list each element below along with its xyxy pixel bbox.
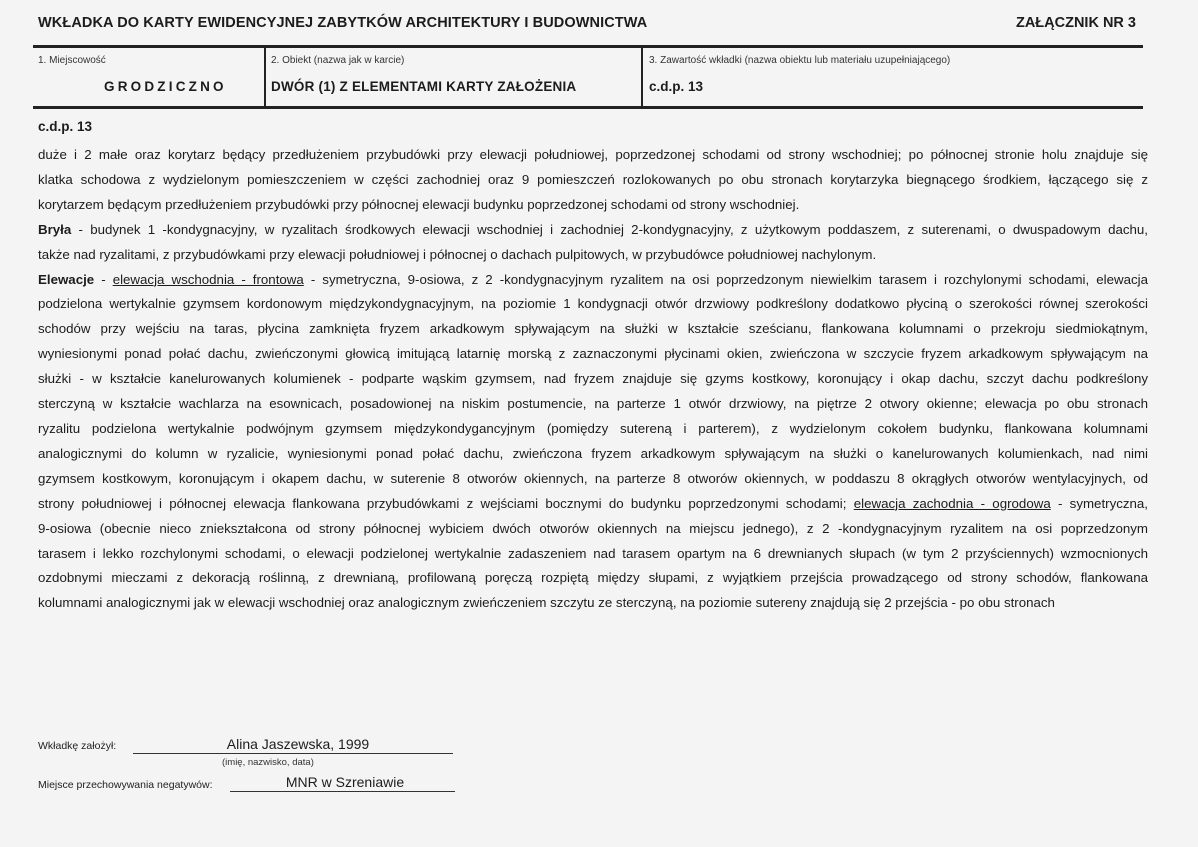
description-body bbox=[38, 143, 1148, 616]
body-line: także nad ryzalitami, z przybudówkami przy elewacji południowej i północnej o dachach pulpitowych, w przybudówce południowej nachylonym. bbox=[38, 246, 877, 262]
header-rule-top bbox=[33, 45, 1143, 48]
body-line: ozdobnymi mieczami z dekoracją roślinną, z drewnianą, profilowaną poręczą rozpiętą między słupami, z wyjątkiem przejścia prowadzącego od strony schodów, flankowana bbox=[38, 570, 1148, 586]
section-reference: c.d.p. 13 bbox=[38, 119, 93, 134]
body-line: klatka schodowa z wydzielonym pomieszczeniem w części zachodniej oraz 9 pomieszczeń rozlokowanych po obu stronach korytarzyka biegnącego środkiem, łączącego się z bbox=[38, 171, 1148, 187]
body-line: korytarzem będącym przedłużeniem przybudówki przy północnej elewacji budynku poprzedzonej schodami od strony wschodniej. bbox=[38, 196, 800, 212]
storage-value: MNR w Szreniawie bbox=[285, 774, 405, 790]
body-line: tarasem i lekko rozchylonymi schodami, o elewacji podzielonej wertykalnie zadaszeniem nad tarasem opartym na 6 drewnianych słupach (w tym 2 przyściennych) wzmocnionych bbox=[38, 545, 1148, 561]
body-line: analogicznymi do kolumn w ryzalicie, wyniesionymi ponad połać dachu, zwieńczona fryzem arkadkowym spływającym na służki o kanelurowanych kolumienkach, nad nimi bbox=[38, 445, 1148, 461]
document-title: WKŁADKA DO KARTY EWIDENCYJNEJ ZABYTKÓW ARCHITEKTURY I BUDOWNICTWA bbox=[38, 15, 648, 31]
storage-label: Miejsce przechowywania negatywów: bbox=[38, 779, 213, 791]
locality-value: GRODZICZNO bbox=[104, 79, 227, 94]
author-label: Wkładkę założył: bbox=[38, 740, 117, 752]
west-elevation-heading: elewacja zachodnia - ogrodowa bbox=[853, 495, 1051, 511]
field-divider-2 bbox=[641, 48, 643, 106]
object-label: 2. Obiekt (nazwa jak w karcie) bbox=[271, 55, 405, 66]
author-hint: (imię, nazwisko, data) bbox=[222, 757, 314, 768]
header-rule-bottom bbox=[33, 106, 1143, 109]
object-value: DWÓR (1) Z ELEMENTAMI KARTY ZAŁOŻENIA bbox=[271, 79, 577, 94]
bryla-text: - budynek 1 -kondygnacyjny, w ryzalitach środkowych elewacji wschodniej i zachodniej 2-kondygnacyjny, z użytkowym poddaszem, z suterenami, o dwuspadowym dachu, bbox=[71, 221, 1148, 237]
author-underline bbox=[133, 753, 453, 754]
body-line: Elewacje - elewacja wschodnia - frontowa - symetryczna, 9-osiowa, z 2 -kondygnacyjnym ryzalitem na osi poprzedzonym niewielkim tarasem i rozchylonymi schodami, elewacja bbox=[38, 271, 1148, 287]
body-line: 9-osiowa (obecnie nieco zniekształcona od strony północnej wybiciem dwóch otworów okiennych na miejscu jednego), z 2 -kondygnacyjnym ryzalitem na osi poprzedzonym bbox=[38, 520, 1148, 536]
body-line: duże i 2 małe oraz korytarz będący przedłużeniem przybudówki przy elewacji południowej, poprzedzonej schodami od strony wschodniej; po północnej stronie holu znajduje się bbox=[38, 147, 1148, 162]
body-line: kolumnami analogicznymi jak w elewacji wschodniej oraz analogicznym zwieńczeniem szczytu ze sterczyną, na poziomie sutereny znajdują się 2 przejścia - po obu stronach bbox=[38, 595, 1055, 611]
body-line: strony południowej i północnej elewacja flankowana przybudówkami z wejściami bocznymi do budynku poprzedzonymi schodami; elewacja zachodnia - ogrodowa - symetryczna, bbox=[38, 495, 1148, 511]
field-divider-1 bbox=[264, 48, 266, 106]
body-line: ryzalitu podzielona wertykalnie podwójnym gzymsem międzykondygancyjnym (pomiędzy sutereną i parterem), z wydzielonym cokołem budynku, flankowana kolumnami bbox=[38, 420, 1148, 436]
body-line: schodów przy wejściu na taras, płycina zamknięta fryzem arkadkowym spływającym na służki w kształcie sześcianu, flankowana kolumnami o przekroju siedmiokątnym, bbox=[38, 321, 1148, 337]
annex-number: ZAŁĄCZNIK NR 3 bbox=[1015, 15, 1136, 31]
body-line bbox=[38, 218, 1148, 243]
body-line: sterczyną w kształcie wachlarza na esownicach, posadowionej na niskim postumencie, na parterze 1 otwór drzwiowy, na piętrze 2 otwory okienne; elewacja po obu stronach bbox=[38, 396, 1148, 412]
body-line: wyniesionymi ponad połać dachu, zwieńczonymi głowicą imitującą latarnię morską z zaznaczonymi płycinami okien, zwieńczona w szczycie fryzem arkadkowym spływającym na bbox=[38, 346, 1148, 362]
body-line: służki - w kształcie kanelurowanych kolumienek - podparte wąskim gzymsem, nad fryzem znajduje się gzyms kostkowy, koronujący i okap dachu, szczyt dachu podkreślony bbox=[38, 371, 1148, 387]
storage-underline bbox=[230, 791, 455, 792]
elewacje-heading: Elewacje bbox=[38, 271, 95, 287]
author-value: Alina Jaszewska, 1999 bbox=[226, 736, 370, 752]
body-line: podzielona wertykalnie gzymsem kordonowym międzykondygnacyjnym, na poziomie 1 kondygnacji otwór drzwiowy podkreślony dodatkowo płyciną o szerokości równej szerokości bbox=[38, 296, 1148, 312]
content-label: 3. Zawartość wkładki (nazwa obiektu lub materiału uzupełniającego) bbox=[649, 55, 951, 66]
content-value: c.d.p. 13 bbox=[649, 79, 704, 94]
body-line: gzymsem kostkowym, koronującym i okapem dachu, w suterenie 8 otworów okiennych, na parterze 8 otworów okiennych, w poddaszu 8 okrągłych otworów wentylacyjnych, od bbox=[38, 470, 1148, 486]
locality-label: 1. Miejscowość bbox=[38, 55, 106, 66]
bryla-heading: Bryła bbox=[38, 221, 72, 237]
east-elevation-heading: elewacja wschodnia - frontowa bbox=[112, 271, 304, 287]
